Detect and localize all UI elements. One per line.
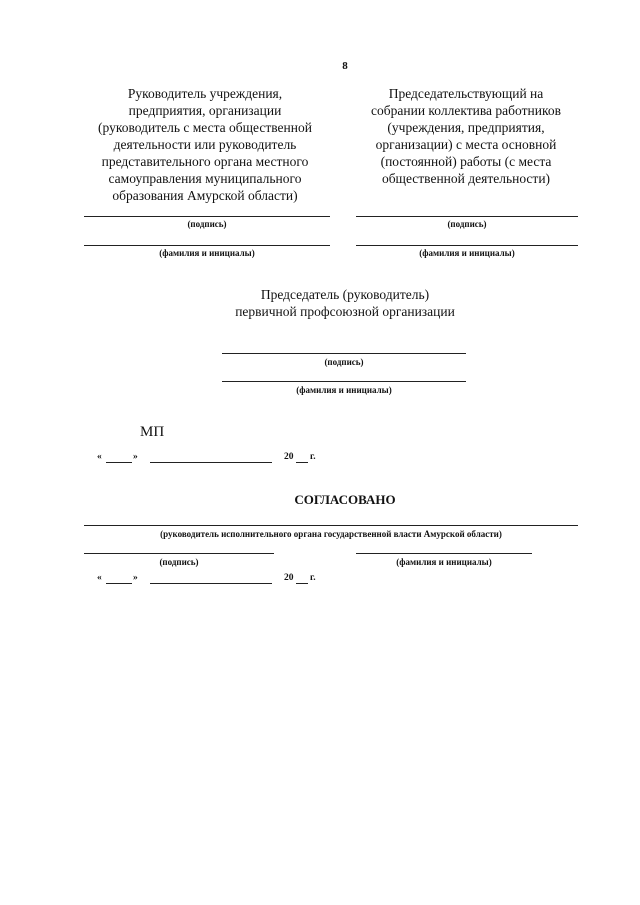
center-signature-caption: (подпись) — [324, 357, 364, 367]
title-line: Председатель (руководитель) — [260, 287, 430, 302]
title-line: собрании коллектива работников — [371, 103, 561, 118]
title-line: образования Амурской области) — [112, 188, 298, 203]
right-name-line[interactable] — [356, 245, 578, 246]
title-line: самоуправления муниципального — [108, 171, 302, 186]
approval-heading: СОГЛАСОВАНО — [294, 492, 396, 507]
date-month-blank[interactable] — [150, 462, 272, 463]
title-line: первичной профсоюзной организации — [235, 304, 455, 319]
title-line: (постоянной) работы (с места — [380, 154, 552, 169]
approval-name-caption: (фамилия и инициалы) — [396, 557, 492, 567]
date-day-blank[interactable] — [106, 583, 132, 584]
date-year-suffix: г. — [310, 573, 316, 583]
right-signature-caption: (подпись) — [447, 219, 487, 229]
title-line: деятельности или руководитель — [113, 137, 297, 152]
right-signature-line[interactable] — [356, 216, 578, 217]
title-line: (учреждения, предприятия, — [387, 120, 545, 135]
authority-line[interactable] — [84, 525, 578, 526]
page-number: 8 — [342, 60, 348, 72]
date-month-blank[interactable] — [150, 583, 272, 584]
title-line: Руководитель учреждения, — [127, 86, 283, 101]
left-name-line[interactable] — [84, 245, 330, 246]
date-year-prefix: 20 — [284, 452, 294, 462]
center-block-title — [200, 286, 490, 320]
approval-name-line[interactable] — [356, 553, 532, 554]
stamp-label: МП — [140, 424, 165, 440]
center-name-line[interactable] — [222, 381, 466, 382]
date-open-quote: « — [97, 452, 102, 462]
date-year-suffix: г. — [310, 452, 316, 462]
date-open-quote: « — [97, 573, 102, 583]
right-name-caption: (фамилия и инициалы) — [419, 248, 515, 258]
right-block-title — [352, 85, 580, 187]
title-line: (руководитель с места общественной — [98, 120, 312, 135]
date-year-blank[interactable] — [296, 583, 308, 584]
left-signature-line[interactable] — [84, 216, 330, 217]
center-signature-line[interactable] — [222, 353, 466, 354]
date-day-blank[interactable] — [106, 462, 132, 463]
date-year-prefix: 20 — [284, 573, 294, 583]
center-name-caption: (фамилия и инициалы) — [296, 385, 392, 395]
title-line: организации) с места основной — [375, 137, 557, 152]
approval-signature-line[interactable] — [84, 553, 274, 554]
left-signature-caption: (подпись) — [187, 219, 227, 229]
authority-caption: (руководитель исполнительного органа государственной власти Амурской области) — [160, 529, 502, 539]
title-line: общественной деятельности) — [381, 171, 551, 186]
approval-signature-caption: (подпись) — [159, 557, 199, 567]
title-line: представительного органа местного — [101, 154, 309, 169]
date-close-quote: » — [133, 573, 138, 583]
date-year-blank[interactable] — [296, 462, 308, 463]
left-block-title — [80, 85, 330, 204]
title-line: Председательствующий на — [388, 86, 544, 101]
title-line: предприятия, организации — [128, 103, 282, 118]
left-name-caption: (фамилия и инициалы) — [159, 248, 255, 258]
date-close-quote: » — [133, 452, 138, 462]
